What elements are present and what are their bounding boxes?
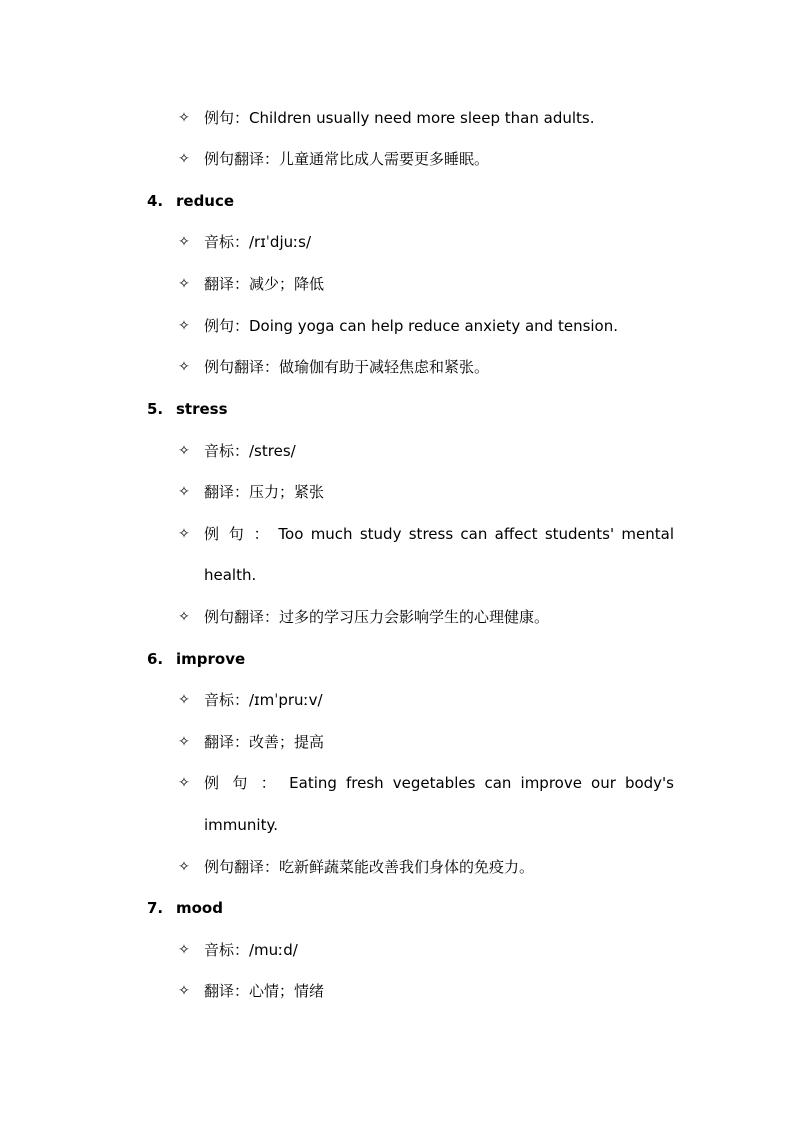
bullet-icon: ✧ <box>178 151 190 167</box>
meaning: 翻译：压力；紧张 <box>204 483 325 501</box>
phonetic: 音标：/rɪˈdjuːs/ <box>204 233 312 251</box>
bullet-icon: ✧ <box>178 609 190 625</box>
entry-number: 4. <box>147 192 164 210</box>
example-sentence: 例句：Doing yoga can help reduce anxiety and tension. <box>204 317 619 335</box>
meaning: 翻译：减少；降低 <box>204 275 325 293</box>
example-translation: 例句翻译：过多的学习压力会影响学生的心理健康。 <box>204 608 550 626</box>
example-translation: 例句翻译：吃新鲜蔬菜能改善我们身体的免疫力。 <box>204 858 535 876</box>
entry-number: 6. <box>147 650 164 668</box>
bullet-icon: ✧ <box>178 276 190 292</box>
example-sentence: 例句：Children usually need more sleep than adults. <box>204 109 595 127</box>
vocab-word: reduce <box>176 192 235 210</box>
example-translation: 例句翻译：儿童通常比成人需要更多睡眠。 <box>204 150 490 168</box>
bullet-icon: ✧ <box>178 443 190 459</box>
bullet-icon: ✧ <box>178 692 190 708</box>
entry-number: 7. <box>147 899 164 917</box>
bullet-icon: ✧ <box>178 942 190 958</box>
bullet-icon: ✧ <box>178 526 190 542</box>
vocab-word: mood <box>176 899 223 917</box>
bullet-icon: ✧ <box>178 983 190 999</box>
vocab-word: improve <box>176 650 246 668</box>
bullet-icon: ✧ <box>178 859 190 875</box>
meaning: 翻译：改善；提高 <box>204 733 325 751</box>
phonetic: 音标：/ɪmˈpruːv/ <box>204 691 323 709</box>
example-translation: 例句翻译：做瑜伽有助于减轻焦虑和紧张。 <box>204 358 490 376</box>
bullet-icon: ✧ <box>178 484 190 500</box>
vocab-word: stress <box>176 400 228 418</box>
example-sentence-continued: immunity. <box>204 816 278 834</box>
bullet-icon: ✧ <box>178 318 190 334</box>
phonetic: 音标：/stres/ <box>204 442 296 460</box>
bullet-icon: ✧ <box>178 775 190 791</box>
phonetic: 音标：/muːd/ <box>204 941 298 959</box>
example-sentence: 例 句 ： Too much study stress can affect students' mental <box>204 525 674 543</box>
bullet-icon: ✧ <box>178 359 190 375</box>
meaning: 翻译：心情；情绪 <box>204 982 325 1000</box>
example-sentence: 例 句 ： Eating fresh vegetables can improve our body's <box>204 774 674 792</box>
bullet-icon: ✧ <box>178 234 190 250</box>
bullet-icon: ✧ <box>178 734 190 750</box>
example-sentence-continued: health. <box>204 566 257 584</box>
bullet-icon: ✧ <box>178 110 190 126</box>
entry-number: 5. <box>147 400 164 418</box>
